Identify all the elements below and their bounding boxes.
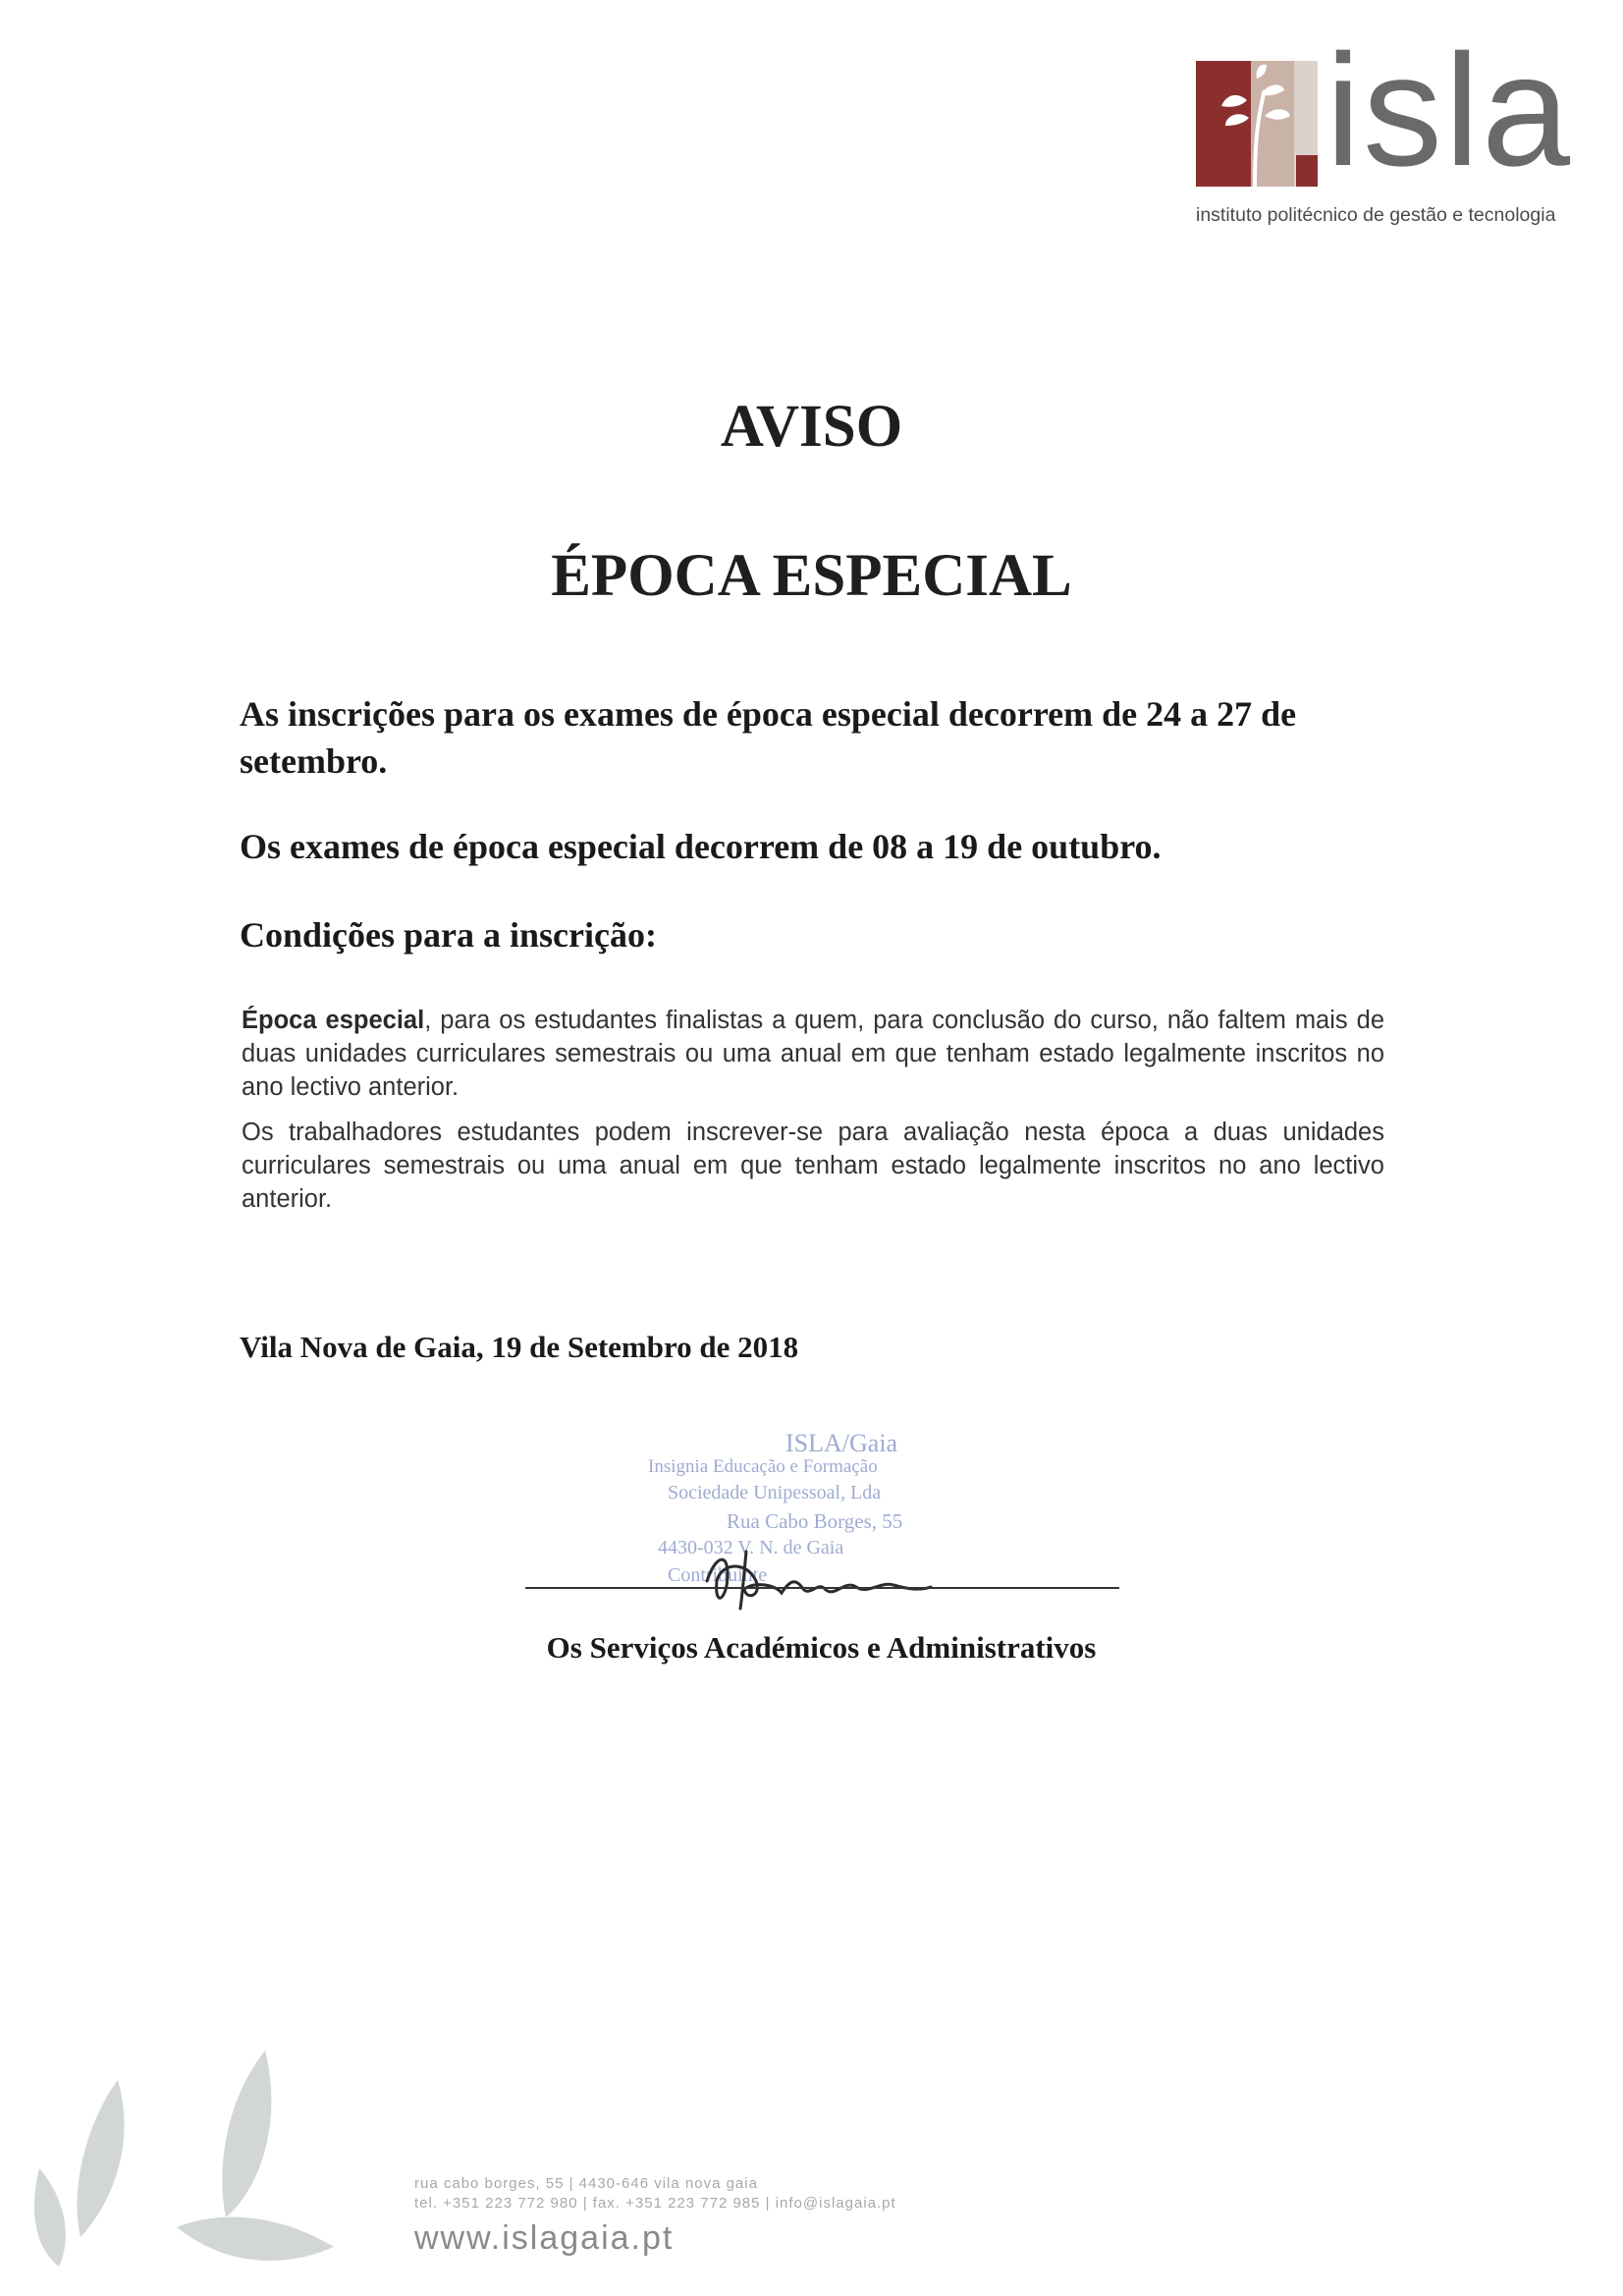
conditions-heading: Condições para a inscrição:	[240, 915, 657, 955]
stamp-line: 4430-032 V. N. de Gaia	[658, 1537, 844, 1558]
footer-address	[414, 2174, 896, 2214]
stamp-line: Contribuinte	[668, 1564, 768, 1586]
isla-logo	[1196, 22, 1598, 238]
footer-website-link[interactable]: www.islagaia.pt	[414, 2219, 675, 2257]
place-date: Vila Nova de Gaia, 19 de Setembro de 2018	[240, 1330, 799, 1364]
logo-wordmark: isla	[1325, 22, 1573, 199]
isla-logo-mark-icon	[1196, 61, 1318, 187]
stamp-line: Sociedade Unipessoal, Lda	[668, 1482, 882, 1503]
registration-paragraph: As inscrições para os exames de época especial decorrem de 24 a 27 de setembro.	[240, 694, 1297, 781]
signature-line	[525, 1587, 1119, 1589]
handwritten-signature-icon	[687, 1542, 943, 1611]
footer-address-line-1: rua cabo borges, 55 | 4430-646 vila nova gaia	[414, 2175, 758, 2192]
logo-tagline: instituto politécnico de gestão e tecnologia	[1196, 204, 1556, 226]
condition-1-lead: Época especial	[242, 1007, 425, 1034]
exams-paragraph: Os exames de época especial decorrem de 08 a 19 de outubro.	[240, 827, 1162, 866]
stamp-line: Insignia Educação e Formação	[648, 1456, 878, 1477]
signatory: Os Serviços Académicos e Administrativos	[546, 1630, 1097, 1665]
stamp-line: ISLA/Gaia	[785, 1429, 898, 1457]
stamp-line: Rua Cabo Borges, 55	[727, 1509, 903, 1533]
condition-paragraph-1	[242, 1004, 1384, 1104]
leaves-icon	[29, 2041, 344, 2267]
condition-1-text: , para os estudantes finalistas a quem, para conclusão do curso, não faltem mais de duas unidades curriculares semestrais ou uma anual em que tenham estado legalmente inscritos no ano lectivo anterior.	[242, 1007, 1385, 1101]
footer-address-line-2: tel. +351 223 772 980 | fax. +351 223 772 985 | info@islagaia.pt	[414, 2195, 896, 2212]
notice-title: AVISO	[720, 394, 903, 460]
condition-paragraph-2: Os trabalhadores estudantes podem inscrever-se para avaliação nesta época a duas unidades curriculares semestrais ou uma anual em que tenham estado legalmente inscritos no ano lectivo anterior.	[242, 1119, 1384, 1213]
subject-title: ÉPOCA ESPECIAL	[551, 543, 1072, 609]
